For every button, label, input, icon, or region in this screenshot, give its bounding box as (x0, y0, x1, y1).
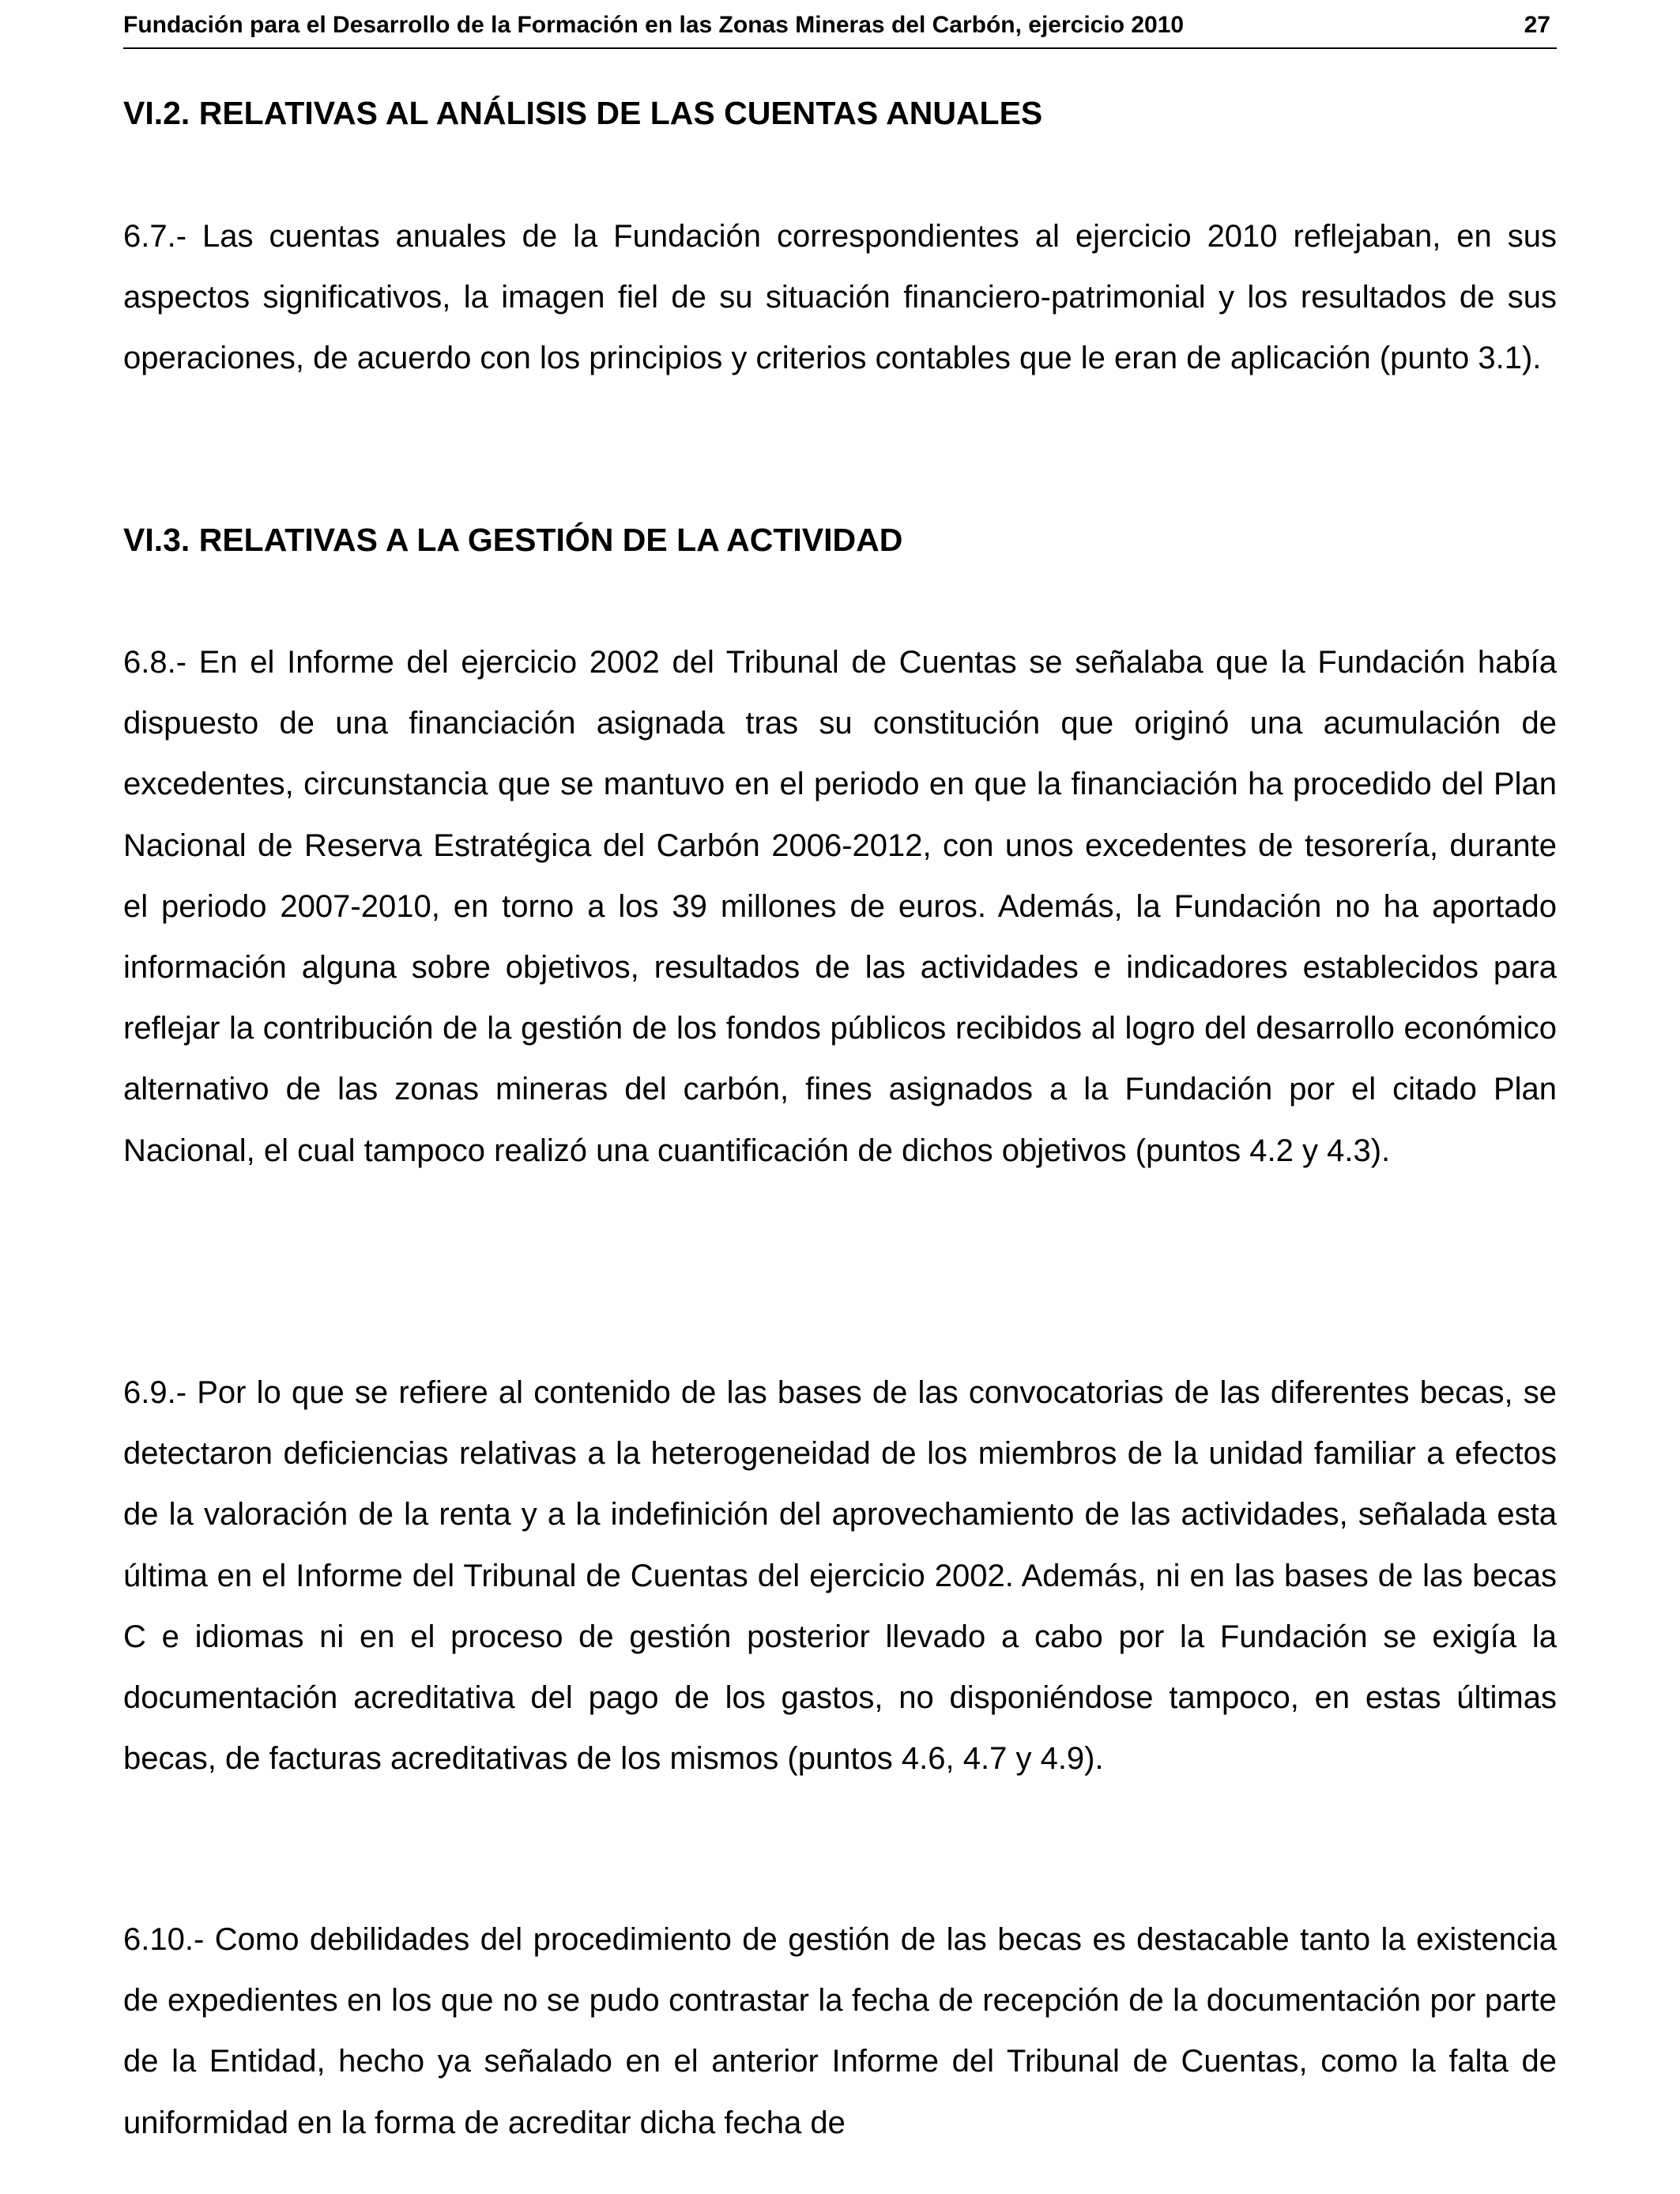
running-header (123, 8, 1557, 49)
section-heading-gestion-actividad: VI.3. RELATIVAS A LA GESTIÓN DE LA ACTIVIDAD (123, 522, 903, 558)
paragraph-6-10: 6.10.- Como debilidades del procedimiento de gestión de las becas es destacable tanto la existencia de expedientes en los que no se pudo contrastar la fecha de recepción de la documentación por parte de la Entidad, hecho ya señalado en el anterior Informe del Tribunal de Cuentas, como la falta de uniformidad en la forma de acreditar dicha fecha de (123, 1922, 1557, 2140)
paragraph-6-9: 6.9.- Por lo que se refiere al contenido de las bases de las convocatorias de las diferentes becas, se detectaron deficiencias relativas a la heterogeneidad de los miembros de la unidad familiar a efectos de la valoración de la renta y a la indefinición del aprovechamiento de las actividades, señalada esta última en el Informe del Tribunal de Cuentas del ejercicio 2002. Además, ni en las bases de las becas C e idiomas ni en el proceso de gestión posterior llevado a cabo por la Fundación se exigía la documentación acreditativa del pago de los gastos, no disponiéndose tampoco, en estas últimas becas, de facturas acreditativas de los mismos (puntos 4.6, 4.7 y 4.9). (123, 1375, 1557, 1777)
paragraph-6-8: 6.8.- En el Informe del ejercicio 2002 del Tribunal de Cuentas se señalaba que la Fundación había dispuesto de una financiación asignada tras su constitución que originó una acumulación de excedentes, circunstancia que se mantuvo en el periodo en que la financiación ha procedido del Plan Nacional de Reserva Estratégica del Carbón 2006-2012, con unos excedentes de tesorería, durante el periodo 2007-2010, en torno a los 39 millones de euros. Además, la Fundación no ha aportado información alguna sobre objetivos, resultados de las actividades e indicadores establecidos para reflejar la contribución de la gestión de los fondos públicos recibidos al logro del desarrollo económico alternativo de las zonas mineras del carbón, fines asignados a la Fundación por el citado Plan Nacional, el cual tampoco realizó una cuantificación de dichos objetivos (puntos 4.2 y 4.3). (123, 645, 1557, 1168)
document-page (123, 0, 1557, 2194)
section-heading-cuentas-anuales: VI.2. RELATIVAS AL ANÁLISIS DE LAS CUENTAS ANUALES (123, 95, 1043, 131)
page-number: 27 (1524, 12, 1550, 38)
paragraph-6-7: 6.7.- Las cuentas anuales de la Fundación correspondientes al ejercicio 2010 reflejaban, en sus aspectos significativos, la imagen fiel de su situación financiero-patrimonial y los resultados de sus operaciones, de acuerdo con los principios y criterios contables que le eran de aplicación (punto 3.1). (123, 219, 1557, 376)
header-title: Fundación para el Desarrollo de la Formación en las Zonas Mineras del Carbón, ejercicio 2010 (123, 12, 1185, 38)
